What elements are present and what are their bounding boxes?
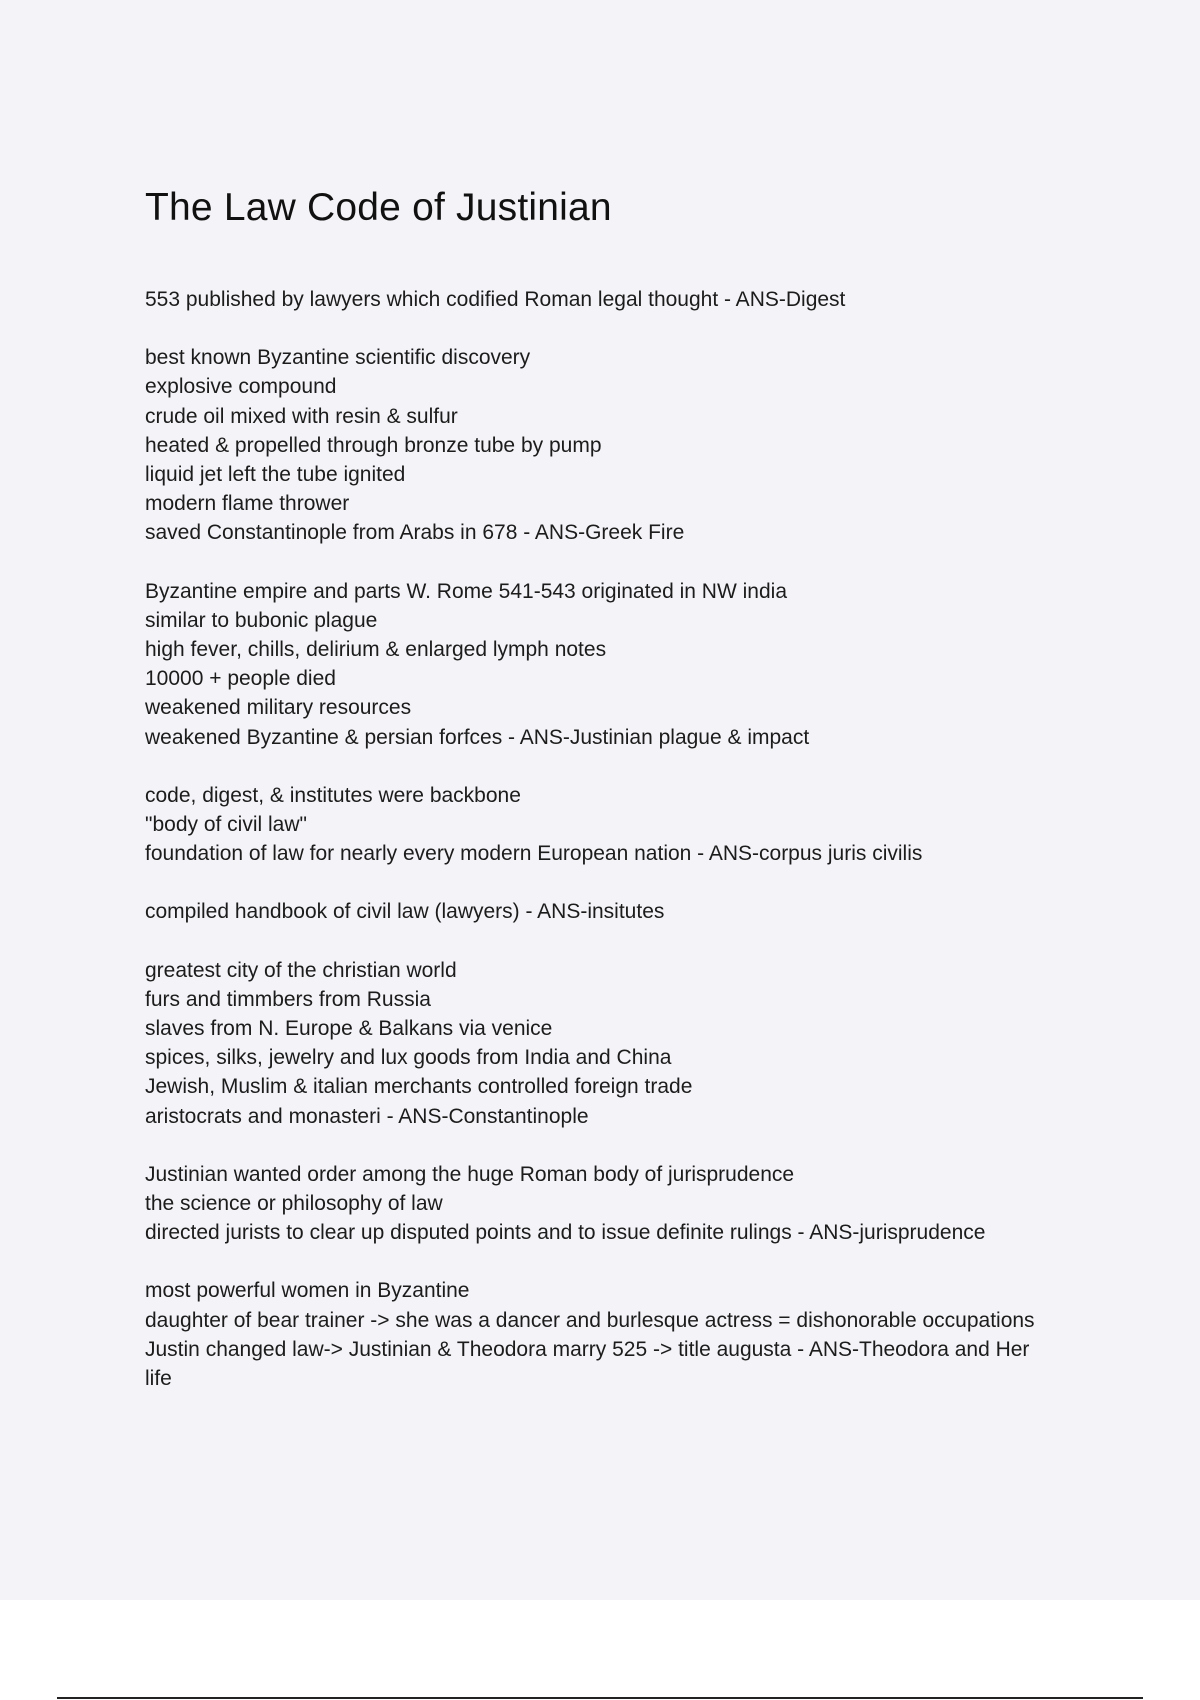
text-line: explosive compound — [145, 375, 337, 399]
text-line: "body of civil law" — [145, 813, 307, 837]
text-line: slaves from N. Europe & Balkans via venice — [145, 1017, 553, 1041]
document-content — [145, 180, 1105, 1422]
text-line: best known Byzantine scientific discovery — [145, 346, 531, 370]
text-line: Jewish, Muslim & italian merchants controlled foreign trade — [145, 1075, 693, 1099]
text-line: compiled handbook of civil law (lawyers) - ANS-insitutes — [145, 900, 665, 924]
text-line: heated & propelled through bronze tube by pump — [145, 433, 602, 457]
text-line: the science or philosophy of law — [145, 1192, 443, 1216]
text-line: liquid jet left the tube ignited — [145, 463, 406, 487]
qa-block-justinian-plague — [145, 577, 1105, 752]
text-line: high fever, chills, delirium & enlarged lymph notes — [145, 638, 607, 662]
text-line: most powerful women in Byzantine — [145, 1279, 470, 1303]
qa-block-theodora — [145, 1276, 1105, 1393]
qa-block-jurisprudence — [145, 1160, 1105, 1248]
text-line: Byzantine empire and parts W. Rome 541-543 originated in NW india — [145, 579, 787, 603]
text-line: spices, silks, jewelry and lux goods from India and China — [145, 1046, 672, 1070]
qa-block-institutes — [145, 897, 1105, 926]
document-title: The Law Code of Justinian — [145, 186, 612, 229]
qa-block-constantinople — [145, 956, 1105, 1131]
text-line: aristocrats and monasteri - ANS-Constantinople — [145, 1104, 589, 1128]
text-line: similar to bubonic plague — [145, 608, 378, 632]
text-line: 553 published by lawyers which codified Roman legal thought - ANS-Digest — [145, 288, 846, 311]
text-line: weakened Byzantine & persian forfces - ANS-Justinian plague & impact — [145, 725, 810, 749]
text-line: crude oil mixed with resin & sulfur — [145, 404, 458, 428]
text-line: furs and timmbers from Russia — [145, 987, 431, 1011]
text-line: foundation of law for nearly every modern European nation - ANS-corpus juris civilis — [145, 842, 923, 866]
qa-block-greek-fire — [145, 343, 1105, 547]
page-divider — [57, 1697, 1143, 1699]
text-line: daughter of bear trainer -> she was a dancer and burlesque actress = dishonorable occupations — [145, 1308, 1035, 1332]
qa-block-corpus-juris-civilis — [145, 781, 1105, 869]
text-line: weakened military resources — [145, 696, 412, 720]
text-line: Justin changed law-> Justinian & Theodora marry 525 -> title augusta - ANS-Theodora and Her — [145, 1337, 1030, 1361]
text-line: code, digest, & institutes were backbone — [145, 783, 521, 807]
qa-block-digest — [145, 285, 1105, 314]
text-line: modern flame thrower — [145, 492, 350, 516]
text-line: Justinian wanted order among the huge Roman body of jurisprudence — [145, 1162, 795, 1186]
text-line: directed jurists to clear up disputed points and to issue definite rulings - ANS-jurisprudence — [145, 1221, 986, 1245]
text-line: saved Constantinople from Arabs in 678 - ANS-Greek Fire — [145, 521, 685, 545]
text-line: greatest city of the christian world — [145, 958, 457, 982]
text-line: life — [145, 1367, 172, 1391]
text-line: 10000 + people died — [145, 667, 336, 691]
